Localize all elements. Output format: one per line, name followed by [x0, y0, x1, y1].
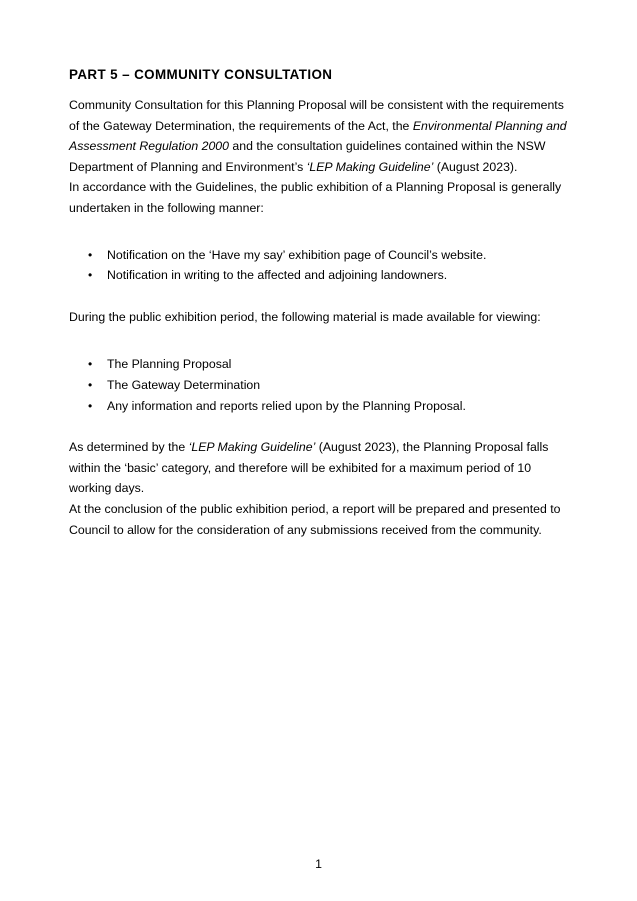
- notification-list: [69, 245, 569, 286]
- list-item-text: Notification in writing to the affected and adjoining landowners.: [107, 268, 448, 283]
- accordance-paragraph: In accordance with the Guidelines, the public exhibition of a Planning Proposal is generally undertaken in the following manner:: [69, 180, 562, 215]
- list-item: [69, 265, 569, 286]
- bullet-icon: •: [88, 268, 93, 283]
- list-item-text: The Planning Proposal: [107, 357, 232, 372]
- guideline-title: ‘LEP Making Guideline’: [306, 159, 434, 174]
- bullet-icon: •: [88, 377, 93, 392]
- determined-text-2: (August 2023), the Planning Proposal falls within the ‘basic’ category, and therefore will be exhibited for a maximum period of 10 working days.: [69, 440, 549, 496]
- page-number: 1: [315, 857, 322, 871]
- intro-text-3: (August 2023).: [433, 159, 518, 174]
- material-list: [69, 354, 569, 416]
- list-item: [69, 245, 569, 266]
- list-item-text: Any information and reports relied upon by the Planning Proposal.: [107, 398, 466, 413]
- bullet-icon: •: [88, 247, 93, 262]
- document-body: [69, 66, 569, 540]
- regulation-title: Environmental Planning and Assessment Regulation 2000: [69, 118, 567, 154]
- list-item: [69, 354, 569, 375]
- list-item-text: Notification on the ‘Have my say’ exhibition page of Council’s website.: [107, 247, 487, 262]
- bullet-icon: •: [88, 357, 93, 372]
- list-item-text: The Gateway Determination: [107, 377, 261, 392]
- list-item: [69, 375, 569, 396]
- determined-text-1: As determined by the: [69, 440, 189, 455]
- intro-text-2: and the consultation guidelines contained within the NSW Department of Planning and Environment’s: [69, 139, 546, 174]
- determination-paragraph: [69, 437, 569, 499]
- bullet-icon: •: [88, 398, 93, 413]
- intro-text-1: Community Consultation for this Planning Proposal will be consistent with the requirements of the Gateway Determination, the requirements of the Act, the: [69, 98, 564, 133]
- section-heading: PART 5 – COMMUNITY CONSULTATION: [69, 67, 333, 82]
- conclusion-paragraph: At the conclusion of the public exhibition period, a report will be prepared and presented to Council to allow for the consideration of any submissions received from the community.: [69, 501, 561, 537]
- exhibition-paragraph: During the public exhibition period, the following material is made available for viewing:: [69, 309, 541, 324]
- guideline-title: ‘LEP Making Guideline’: [188, 440, 316, 455]
- intro-paragraph: [69, 95, 569, 177]
- list-item: [69, 396, 569, 417]
